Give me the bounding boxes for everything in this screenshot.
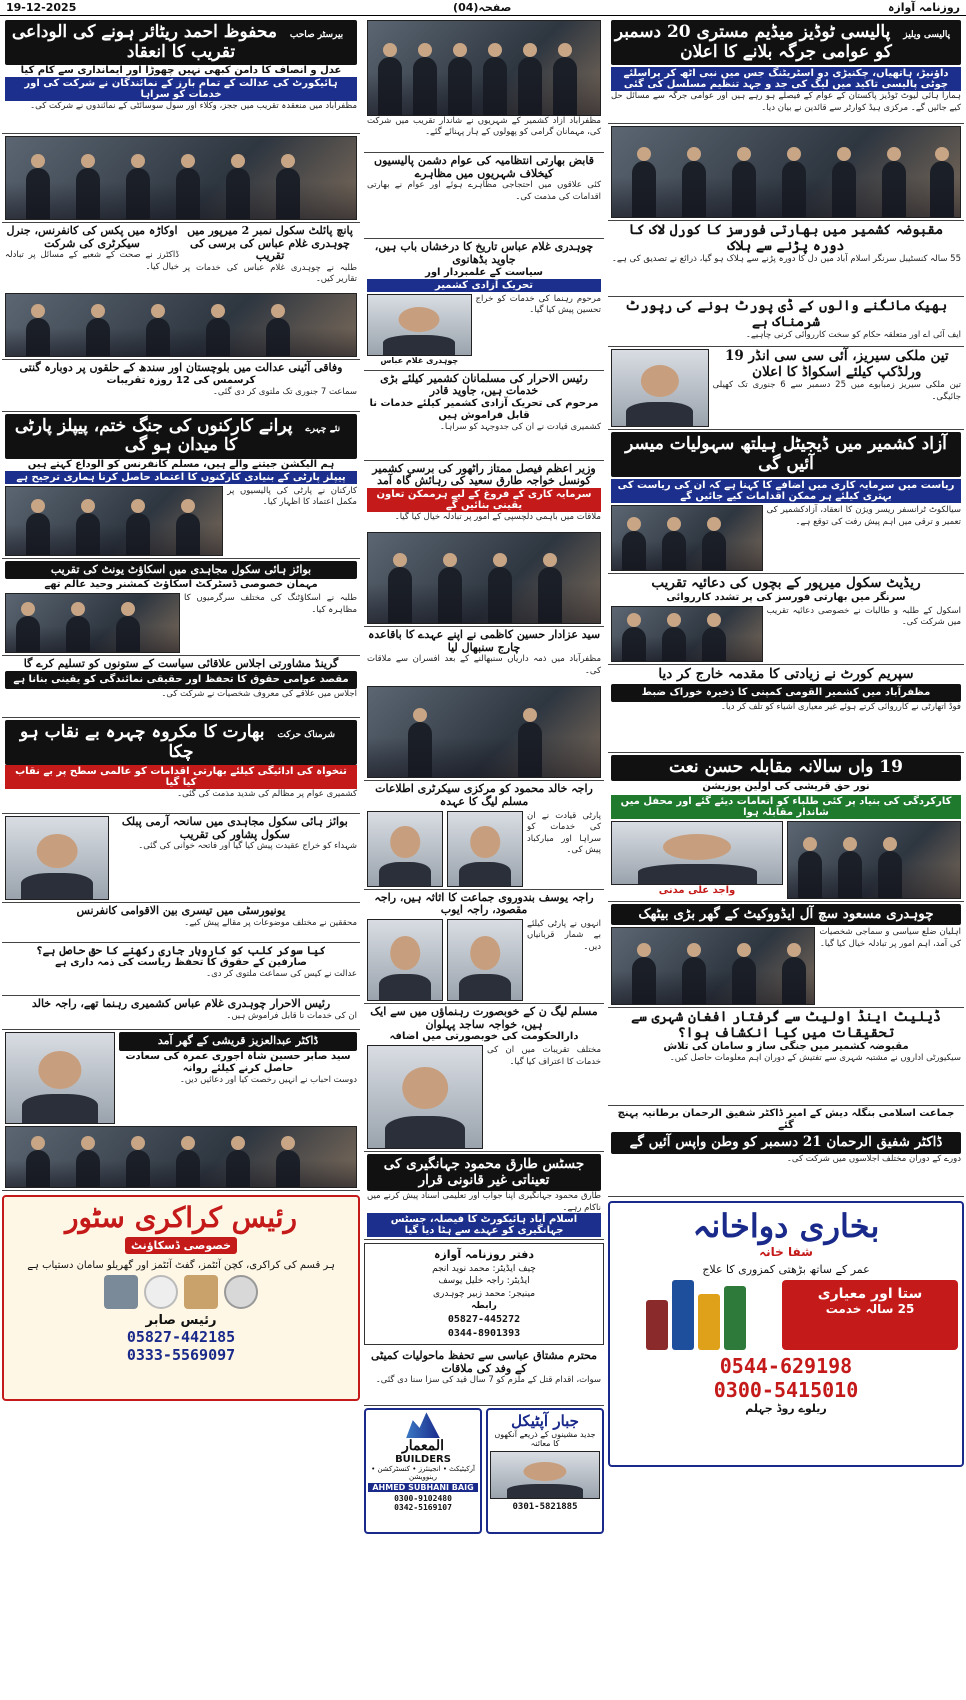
body-court: فوڈ اتھارٹی نے کارروائی کرتے ہوئے غیر معیاری اشیاء کو تلف کر دیا۔ (720, 702, 961, 713)
sub-prayer: سرنگر میں بھارتی فورسز کی پر تشدد کارروائی (666, 591, 906, 603)
article-jirga (608, 18, 964, 124)
sub-afghan: مقبوضہ کشمیر میں جنگی ساز و سامان کی تلاش (663, 1041, 909, 1053)
headline-kazmi: سید عزادار حسین کاظمی نے اپنے عہدے کا باقاعدہ چارج سنبھال لیا (367, 628, 601, 654)
ad-raees-badge: خصوصی ڈسکاؤنٹ (125, 1237, 237, 1254)
bar-naat: کارکردگی کی بنیاد پر کئی طلباء کو انعامات دیئے گئے اور محفل میں شاندار مقابلہ ہوا (611, 795, 961, 819)
body-aps: شہداء کو خراج عقیدت پیش کیا گیا اور فاتحہ خوانی کی گئی۔ (138, 841, 357, 852)
ad-raees-owner: رئیس صابر (145, 1313, 217, 1329)
caption-naat: واجد علی مدنی (658, 884, 736, 896)
headline-ghulam-abbas: چوہدری غلام عباس تاریخ کا درخشاں باب ہیں، جاوید بڈھانوی (374, 240, 594, 266)
photo-portrait-ghulam-abbas (367, 294, 472, 356)
headline-recount: وفاقی آئینی عدالت میں بلوچستان اور سندھ کے حلقوں پر دوبارہ گنتی (19, 361, 343, 375)
page-number: صفحہ(04) (453, 1, 512, 14)
ad-bukhari-title: بخاری دواخانہ (692, 1206, 880, 1245)
sub-farewell: عدل و انصاف کا دامن کبھی نہیں چھوڑا اور ایمانداری سے کام کیا (20, 65, 342, 77)
headline-india: شرمناک حرکت بھارت کا مکروہ چہرہ بے نقاب ہو چکا (5, 720, 357, 765)
headline-qureshi: ڈاکٹر عبدالعزیز قریشی کے گھر آمد (119, 1032, 357, 1051)
article-university (2, 903, 360, 943)
caption-ghulam-abbas: چوہدری غلام عباس (380, 355, 459, 365)
headline-health: آزاد کشمیر میں ڈیجیٹل ہیلتھ سہولیات میسر آئیں گی (611, 432, 961, 477)
ad-almemar-phone-2: 0342-5169107 (394, 1503, 452, 1513)
sub-ghulam-abbas: سیاست کے علمبردار اور (425, 266, 543, 278)
article-recount (2, 360, 360, 412)
article-qureshi (2, 1030, 360, 1191)
article-farewell (2, 18, 360, 134)
article-yousaf (364, 890, 604, 1004)
article-baithak (608, 902, 964, 1009)
bar-health: ریاست میں سرمایہ کاری میں اضافے کا کہنا ہے کہ ان کی ریاست کی بہتری کیلئے ہر ممکن اقدامات کیے جائیں گے (611, 479, 961, 503)
body-kazmi: مظفرآباد میں ذمہ داریاں سنبھالنے کے بعد افسران سے ملاقات کی۔ (367, 654, 601, 676)
body-ppp: کارکنان نے پارٹی کی پالیسیوں پر مکمل اعتماد کا اظہار کیا۔ (227, 485, 357, 508)
bar-ghulam-abbas: تحریک آزادی کشمیر (367, 279, 601, 292)
headline-pilot-school: پانچ پائلٹ سکول نمبر 2 میرپور میں چوہدری غلام عباس کی برسی کی تقریب (187, 224, 353, 263)
photo-press-conference (611, 126, 961, 218)
ad-bukhari-offer: ستا اور معیاری (817, 1285, 923, 1302)
headline-afghan: ڈیلیٹ اینڈ اولیٹ سے گرفتار افغان شہری سے تحقیقات میں کیا انکشاف ہوا؟ (631, 1009, 941, 1041)
photo-portrait-yousaf-2 (367, 919, 443, 1001)
bar-jirga: داؤنیڑ، ہاتھیاں، چکنیڑی دو اسٹریٹنگ جس میں نبی اٹھ کر پراسلئے چوٹی پالیسی تاکید میں لیگ کی جد و جہد تنظیم مسلسل کی گئی (611, 67, 961, 91)
ad-raees-products (8, 1275, 354, 1309)
right-column (608, 18, 964, 1698)
editorial-phone-2: 0344-8901393 (447, 1328, 521, 1340)
body-health: سیالکوٹ ٹرانسفر ریسر ویژن کا انعقاد، آزادکشمیر کی تعمیر و ترقی میں اہم پیش رفت کی توقع ہے۔ (766, 505, 961, 527)
article-protests (364, 153, 604, 239)
body-scouts: طلبہ نے اسکاؤٹنگ کی مختلف سرگرمیوں کا مظاہرہ کیا۔ (184, 593, 357, 615)
headline-naat: 19 واں سالانہ مقابلہ حسن نعت (611, 755, 961, 781)
body-raees: کشمیری قیادت نے ان کی جدوجہد کو سراہا۔ (439, 421, 601, 432)
ad-bukhari-tagline: عمر کے ساتھ بڑھتی کمزوری کا علاج (702, 1262, 870, 1276)
article-khalid-mahmood (364, 781, 604, 889)
photo-baithak (611, 927, 815, 1005)
paper-name: روزنامہ آوازہ (887, 1, 960, 14)
headline-occupied-kashmir: مقبوضہ کشمیر میں بھارتی فورسز کا کورل لاک کا دورہ پڑنے سے ہلاک (628, 222, 944, 254)
ad-raees-title: رئیس کراکری سٹور (64, 1201, 298, 1235)
photo-block-press (608, 124, 964, 221)
article-scouts (2, 559, 360, 657)
photo-portrait-aps (5, 816, 109, 900)
article-grand-meeting (2, 656, 360, 718)
headline-ppp: نئے چہرے پرانے کارکنوں کی جنگ ختم، پیپلز پارٹی کا میدان ہو گی (5, 414, 357, 459)
body-university: محققین نے مختلف موضوعات پر مقالے پیش کیے۔ (184, 917, 357, 928)
sub-christmas: کرسمس کی 12 روزہ تقریبات (106, 374, 256, 386)
ad-almemar-title: المعمار (401, 1438, 445, 1455)
sub-food: مظفرآباد میں کشمیر القومی کمپنی کا ذخیرہ خوراک ضبط (611, 684, 961, 702)
ad-almemar-services: آرکیٹیکٹ • انجینئرز • کنسٹرکشن • رینوویشن (371, 1465, 475, 1482)
article-garland (364, 18, 604, 153)
body-farewell: مظفرآباد میں منعقدہ تقریب میں ججز، وکلاء اور سول سوسائٹی کے نمائندوں نے شرکت کی۔ (30, 101, 357, 112)
ad-almemar-phone-1: 0300-9102480 (394, 1494, 452, 1504)
body-mushtaq: سوات، اقدام قتل کے ملزم کو 7 سال قید کی سزا سنا دی گئی۔ (375, 1375, 601, 1386)
article-jahangiri (364, 1152, 604, 1240)
photo-portrait-khalid-1 (447, 811, 523, 887)
sub-raees: مرحوم کی تحریک آزادی کشمیر کیلئے خدمات نا قابل فراموش ہیں (369, 397, 599, 421)
body-jirga: ہمارا ہائی لیوٹ ٹوڈیز پاکستان کے عوام کے فیصلے ہو رہے ہیں اور عوامی جرگہ سے مسائل حل کیے جائیں گے۔ مرکزی ہیڈ کوارٹر سے قائدین نے بیان دیا۔ (611, 91, 961, 113)
headline-jahangiri: جسٹس طارق محمود جہانگیری کی تعیناتی غیر قانونی قرار (367, 1154, 601, 1191)
article-india (2, 718, 360, 814)
photo-umrah-farewell (5, 1126, 357, 1188)
photo-portrait-khalid-2 (367, 811, 443, 887)
article-kazmi (364, 627, 604, 781)
body-okara: ڈاکٹرز نے صحت کے شعبے کے مسائل پر تبادلہ خیال کیا۔ (5, 250, 179, 272)
bar-ppp: پیپلز پارٹی کے بنیادی کارکنوں کا اعتماد حاصل کرنا ہماری ترجیح ہے (5, 471, 357, 484)
body-sajid: مختلف تقریبات میں ان کی خدمات کا اعتراف کیا گیا۔ (487, 1045, 601, 1067)
headline-aps: بوائز ہائی سکول مجاہدی میں سانحہ آرمی پبلک سکول پشاور کی تقریب (121, 815, 348, 841)
ad-raees-phone-2: 0333-5569097 (126, 1346, 236, 1365)
left-column (2, 18, 360, 1698)
body-grand-meeting: اجلاس میں علاقے کی معروف شخصیات نے شرکت کی۔ (161, 689, 357, 700)
sub-umrah: سید صابر حسین شاہ اجوری عمرہ کی سعادت حاصل کرنے کیلئے روانہ (125, 1050, 351, 1074)
headline-u19: تین ملکی سیریز، آئی سی سی انڈر 19 ورلڈکپ کیلئے اسکواڈ کا اعلان (724, 348, 949, 380)
editorial-title: دفتر روزنامہ آوازہ (433, 1248, 534, 1262)
ad-almemar-brand: BUILDERS (395, 1454, 451, 1466)
ad-jabbar-optical (486, 1408, 604, 1534)
ad-raees-body: ہر قسم کی کراکری، کچن آئٹمز، گفٹ آئٹمز اور گھریلو سامان دستیاب ہے (27, 1260, 335, 1272)
ad-almemar-builders (364, 1408, 482, 1534)
body-u19: تین ملکی سیریز زمبابوے میں 25 دسمبر سے 6 جنوری تک کھیلی جائیگی۔ (712, 380, 961, 402)
bar-jahangiri: اسلام آباد ہائیکورٹ کا فیصلہ، جسٹس جہانگیری کو عہدے سے ہٹا دیا گیا (367, 1213, 601, 1237)
article-u19 (608, 347, 964, 430)
article-soccer (2, 943, 360, 997)
editorial-editor: ایڈیٹر: راجہ خلیل یوسف (438, 1276, 530, 1287)
ad-raees-phone-1: 05827-442185 (126, 1328, 236, 1347)
sub-scouts: مہمان خصوصی ڈسٹرکٹ اسکاؤٹ کمشنر وحید عالم تھے (44, 579, 318, 591)
article-raja-khalid (2, 996, 360, 1030)
headline-shafiq: ڈاکٹر شفیق الرحمان 21 دسمبر کو وطن واپس آئیں گے (611, 1132, 961, 1154)
body-garland: مظفرآباد آزاد کشمیر کے شہریوں نے شاندار تقریب میں شرکت کی، مہمانان گرامی کو پھولوں کے ہار پہنائے گئے۔ (367, 116, 601, 138)
editorial-phone-label: رابطہ (471, 1301, 497, 1312)
headline-protests: قابض بھارتی انتظامیہ کی عوام دشمن پالیسیوں کیخلاف شہریوں میں مظاہرے (374, 154, 594, 180)
body-pilot-school: طلبہ نے چوہدری غلام عباس کی خدمات پر تقاریر کیں۔ (183, 263, 357, 285)
article-afghan (608, 1008, 964, 1106)
headline-court: سپریم کورٹ نے زیادتی کا مقدمہ خارج کر دیا (658, 665, 914, 682)
sub-sajid: دارالحکومت کی خوبصورتی میں اضافہ (389, 1031, 579, 1043)
body-prayer: اسکول کے طلبہ و طالبات نے خصوصی دعائیہ تقریب میں شرکت کی۔ (766, 605, 961, 628)
photo-portrait-qureshi (5, 1032, 115, 1124)
headline-yousaf: راجہ یوسف بندوروی جماعت کا اثاثہ ہیں، راجہ مقصود، راجہ ایوب (374, 890, 594, 917)
body-baithak: اہلیان ضلع سیاسی و سماجی شخصیات کی آمد، اہم امور پر تبادلہ خیال کیا گیا۔ (819, 927, 961, 949)
body-pm-visit: ملاقات میں باہمی دلچسپی کے امور پر تبادلہ خیال کیا گیا۔ (394, 512, 601, 523)
article-pm-visit (364, 461, 604, 627)
ad-bukhari-phone-2: 0300-5415010 (713, 1377, 859, 1402)
photo-kazmi-office (367, 686, 601, 778)
article-sajid (364, 1004, 604, 1152)
headline-jirga: پالیسی ویلیز پالیسی ٹوڈیز میڈیم مستری 20 دسمبر کو عوامی جرگہ بلانے کا اعلان (611, 20, 961, 65)
masthead (0, 0, 966, 16)
editorial-phone-1: 05827-445272 (447, 1314, 521, 1326)
photo-farewell-ceremony (5, 136, 357, 220)
headline-prayer: ریڈیٹ سکول میرپور کے بچوں کی دعائیہ تقریب (651, 575, 921, 592)
headline-soccer: کیا سوکر کلب کو کاروبار جاری رکھنے کا حق حاصل ہے؟ (36, 943, 326, 957)
ad-jabbar-image (490, 1451, 600, 1499)
headline-sajid: مسلم لیگ ن کے خوبصورت رہنماؤں میں سے ایک ہیں، خواجہ ساجد پہلوان (370, 1004, 598, 1031)
article-aps (2, 814, 360, 903)
body-afghan: سیکیورٹی اداروں نے مشتبہ شہری سے تفتیش کے دوران اہم معلومات حاصل کیں۔ (669, 1053, 961, 1064)
headline-farewell: بیرسٹر صاحب محفوظ احمد ریٹائر ہونے کی الوداعی تقریب کا انعقاد (5, 20, 357, 65)
photo-garland-ceremony (367, 20, 601, 116)
body-deport: ایف آئی اے اور متعلقہ حکام کو سخت کارروائی کرنی چاہیے۔ (745, 330, 961, 341)
article-occupied-kashmir (608, 221, 964, 297)
building-icon (406, 1412, 440, 1438)
issue-date: 19-12-2025 (6, 1, 77, 14)
photo-students (611, 606, 763, 662)
photo-portrait-yousaf-1 (447, 919, 523, 1001)
ad-bukhari-years: 25 سالہ خدمت (825, 1301, 915, 1316)
photo-ppp-event (5, 486, 223, 556)
headline-pm-visit: وزیر اعظم فیصل ممتاز راٹھور کی برسی کشمیر کونسل خواجہ طارق سعید کی رہائش گاہ آمد (372, 461, 596, 488)
body-protests: کئی علاقوں میں احتجاجی مظاہرے ہوئے اور عوام نے بھارتی اقدامات کی مذمت کی۔ (367, 180, 601, 202)
body-khalid-mahmood: پارٹی قیادت نے ان کی خدمات کو سراہا اور مبارکباد پیش کی۔ (527, 810, 601, 856)
article-court (608, 665, 964, 754)
headline-grand-meeting: گرینڈ مشاورتی اجلاس علاقائی سیاست کے ستونوں کو تسلیم کرے گا (23, 657, 339, 671)
ad-raees-crockery (2, 1195, 360, 1401)
article-ppp (2, 412, 360, 559)
article-shafiq (608, 1106, 964, 1197)
ad-bukhari-address: ریلوے روڈ جہلم (745, 1401, 827, 1415)
headline-khalid-mahmood: راجہ خالد محمود کو مرکزی سیکرٹری اطلاعات مسلم لیگ کا عہدہ (375, 782, 593, 809)
kicker-jirga: پالیسی ویلیز (899, 29, 954, 41)
body-recount: سماعت 7 جنوری تک ملتوی کر دی گئی۔ (212, 386, 357, 397)
article-raees (364, 371, 604, 461)
article-prayer (608, 574, 964, 665)
ad-bukhari-products (614, 1280, 778, 1350)
body-soccer: عدالت نے کیس کی سماعت ملتوی کر دی۔ (206, 969, 357, 980)
article-mushtaq (364, 1348, 604, 1406)
photo-pilot-school (5, 293, 357, 357)
body-raja-khalid: ان کی خدمات نا قابل فراموش ہیں۔ (226, 1011, 357, 1022)
ad-jabbar-phone: 0301-5821885 (512, 1502, 578, 1513)
headline-scouts: بوائز ہائی سکول مجاہدی میں اسکاؤٹ یونٹ کی تقریب (5, 561, 357, 580)
photo-portrait-sajid (367, 1045, 483, 1149)
body-qureshi: دوست احباب نے انہیں رخصت کیا اور دعائیں دیں۔ (179, 1074, 357, 1085)
body-yousaf: انہوں نے پارٹی کیلئے بے شمار قربانیاں دیں۔ (527, 918, 601, 952)
kicker-ppp: نئے چہرے (301, 423, 344, 435)
photo-meeting (611, 505, 763, 571)
editorial-box (364, 1243, 604, 1345)
photo-block-farewell (2, 134, 360, 223)
ad-jabbar-body: جدید مشینوں کے ذریعے آنکھوں کا معائنہ (494, 1430, 596, 1449)
body-shafiq: دورے کے دوران مختلف اجلاسوں میں شرکت کی۔ (786, 1153, 961, 1164)
headline-okara: اوکاڑہ میں پکس کی کانفرنس، جنرل سیکرٹری کی شرکت (6, 224, 178, 250)
body-jahangiri: طارق محمود جہانگیری اپنا جواب اور تعلیمی اسناد پیش کرنے میں ناکام رہے۔ (367, 1191, 601, 1213)
headline-university: یونیورسٹی میں تیسری بین الاقوامی کانفرنس (76, 904, 286, 918)
ad-almemar-owner: AHMED SUBHANI BAIG (368, 1483, 478, 1492)
bar-pm-visit: سرمایہ کاری کے فروغ کے لیے ہرممکن تعاون یقینی بنائیں گے (367, 488, 601, 512)
ad-bukhari-dawakhana (608, 1201, 964, 1467)
editorial-chief-editor: چیف ایڈیٹر: محمد نوید انجم (432, 1263, 536, 1274)
sub-naat: نور حق قریشی کی اولین پوزیشن (702, 780, 870, 792)
kicker-farewell: بیرسٹر صاحب (286, 29, 347, 41)
sub-grand-meeting: مقصد عوامی حقوق کا تحفظ اور حقیقی نمائندگی کو یقینی بنانا ہے (5, 671, 357, 689)
article-pilot-school (2, 223, 360, 360)
headline-baithak: چوہدری مسعود سچ آل ایڈووکیٹ کے گھر بڑی بیٹھک (611, 904, 961, 926)
bar-india: تنخواہ کی ادائیگی کیلئے بھارتی اقدامات کو عالمی سطح پر بے نقاب کیا گیا (5, 765, 357, 789)
editorial-manager: مینیجر: محمد زبیر چوہدری (432, 1288, 536, 1299)
photo-pm-meeting (367, 532, 601, 624)
middle-column (364, 18, 604, 1698)
ad-bukhari-subtitle: شفا خانہ (759, 1244, 813, 1259)
sub-shafiq: جماعت اسلامی بنگلہ دیش کے امیر ڈاکٹر شفیق الرحمان برطانیہ پہنچ گئے (617, 1108, 955, 1132)
article-ghulam-abbas (364, 239, 604, 370)
headline-raja-khalid: رئیس الاحرار چوہدری غلام عباس کشمیری رہنما تھے، راجہ خالد (31, 997, 331, 1011)
photo-scouts (5, 593, 180, 653)
headline-mushtaq: محترم مشتاق عباسی سے تحفظ ماحولیات کمیٹی کے وفد کی ملاقات (370, 1349, 598, 1375)
article-deport (608, 297, 964, 347)
headline-raees: رئیس الاحرار کی مسلمانان کشمیر کیلئے بڑی خدمات ہیں، جاوید قادر (380, 371, 588, 398)
photo-naat-event (787, 821, 961, 899)
photo-portrait-sports (611, 349, 709, 427)
ad-jabbar-title: جبار آپٹیکل (511, 1412, 579, 1431)
sub-soccer: صارفین کے حقوق کا تحفظ ریاست کی ذمہ داری ہے (55, 957, 307, 969)
headline-deport: بھیک مانگنے والوں کے ڈی پورٹ ہونے کی رپورٹ شرمناک ہے (624, 298, 948, 330)
body-occupied-kashmir: 55 سالہ کنسٹیبل سرنگر اسلام آباد میں دل کا دورہ پڑنے سے ہلاک ہو گیا، ذرائع نے تصدیق کی ہے۔ (611, 254, 961, 265)
ad-bukhari-phone-1: 0544-629198 (719, 1353, 853, 1378)
sub-ppp: ہم الیکشن جیتنے والے ہیں، مسلم کانفرنس کو الوداع کہتے ہیں (27, 458, 335, 470)
photo-portrait-naat (611, 821, 783, 885)
article-naat (608, 753, 964, 902)
body-india: کشمیری عوام پر مظالم کی شدید مذمت کی گئی۔ (177, 789, 357, 800)
bar-farewell: ہائیکورٹ کی عدالت کے تمام بارز کے نمائندگان نے شرکت کی اور خدمات کو سراہا (5, 77, 357, 101)
kicker-india: شرمناک حرکت (273, 729, 339, 741)
article-health (608, 430, 964, 574)
body-ghulam-abbas: مرحوم رہنما کی خدمات کو خراج تحسین پیش کیا گیا۔ (475, 293, 601, 316)
